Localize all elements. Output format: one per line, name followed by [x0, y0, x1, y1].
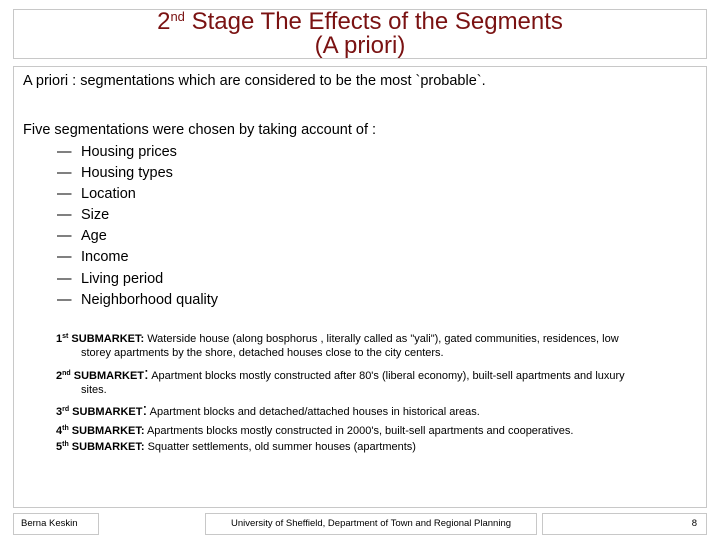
footer-author: Berna Keskin [13, 513, 99, 535]
submarket-label [56, 370, 144, 382]
list-item-text: Housing prices [81, 144, 177, 160]
title-line-2: (A priori) [314, 32, 406, 59]
submarket-ordinal: th [62, 441, 69, 448]
list-item-text: Neighborhood quality [81, 291, 219, 308]
list-item-text: Location [81, 186, 136, 203]
submarket-ordinal: th [62, 425, 69, 432]
submarket-label-text: SUBMARKET [70, 370, 145, 382]
content-area [13, 66, 707, 508]
submarket-number: 5 [56, 441, 63, 453]
list-item-text: Housing types [81, 165, 173, 182]
intro-text: A priori : segmentations which are considered to be the most `probable`. [23, 73, 486, 89]
list-item-text: Size [81, 207, 110, 224]
submarket-1 [56, 332, 696, 360]
dash-bullet: — [57, 186, 72, 203]
submarket-description: Waterside house (along bosphorus , literally called as "yali"), gated communities, residences, low [144, 333, 619, 345]
submarket-2 [56, 364, 696, 397]
dash-bullet: — [57, 144, 72, 160]
submarket-description: Apartments blocks mostly constructed in 2000's, built-sell apartments and cooperatives. [144, 425, 574, 437]
dash-bullet: — [57, 291, 72, 308]
dash-bullet: — [57, 228, 72, 245]
submarket-ordinal: st [62, 333, 69, 340]
submarket-ordinal: nd [62, 370, 71, 377]
list-item [57, 205, 218, 226]
dash-bullet: — [57, 249, 72, 266]
list-item [57, 163, 218, 184]
list-item [57, 142, 218, 163]
slide-title [13, 9, 707, 59]
submarket-description: Apartment blocks mostly constructed after 80's (liberal economy), built-sell apartments and luxury [148, 370, 625, 382]
list-item [57, 226, 218, 247]
lead-text: Five segmentations were chosen by taking account of : [23, 122, 377, 138]
dash-bullet: — [57, 270, 72, 287]
list-item [57, 290, 218, 311]
submarket-label-text: SUBMARKET [69, 406, 143, 418]
submarket-number: 1 [56, 333, 63, 345]
submarket-label-text: SUBMARKET: [68, 425, 145, 437]
submarket-number: 4 [56, 425, 63, 437]
title-number: 2 [157, 8, 171, 35]
title-ordinal: nd [170, 9, 185, 24]
dash-bullet: — [57, 165, 72, 182]
submarket-description-cont: storey apartments by the shore, detached houses close to the city centers. [81, 347, 444, 359]
submarket-label [56, 406, 142, 418]
submarket-description-cont: sites. [81, 384, 107, 396]
list-item [57, 184, 218, 205]
submarket-colon: : [144, 364, 149, 383]
list-item-text: Income [81, 249, 129, 266]
footer-institution: University of Sheffield, Department of Town and Regional Planning [205, 513, 537, 535]
submarket-5 [56, 440, 696, 454]
title-text: Stage The Effects of the Segments [184, 8, 563, 35]
submarket-label [56, 333, 144, 345]
submarket-label [56, 425, 145, 437]
submarket-3 [56, 400, 696, 419]
title-line-1 [14, 10, 706, 34]
dash-bullet: — [57, 207, 72, 224]
submarket-number: 2 [56, 370, 63, 382]
segmentation-list [57, 142, 218, 311]
submarket-label [56, 441, 145, 453]
list-item-text: Living period [81, 270, 164, 287]
submarket-colon: : [142, 400, 148, 419]
submarket-description: Squatter settlements, old summer houses (apartments) [144, 441, 416, 453]
submarket-description: Apartment blocks and detached/attached houses in historical areas. [147, 406, 480, 418]
submarket-ordinal: rd [62, 406, 70, 413]
list-item [57, 247, 218, 268]
list-item-text: Age [81, 228, 107, 245]
submarket-label-text: SUBMARKET: [68, 441, 145, 453]
submarket-number: 3 [56, 406, 63, 418]
submarket-label-text: SUBMARKET: [68, 333, 145, 345]
list-item [57, 269, 218, 290]
submarket-4 [56, 424, 696, 438]
footer-page-number: 8 [542, 513, 707, 535]
